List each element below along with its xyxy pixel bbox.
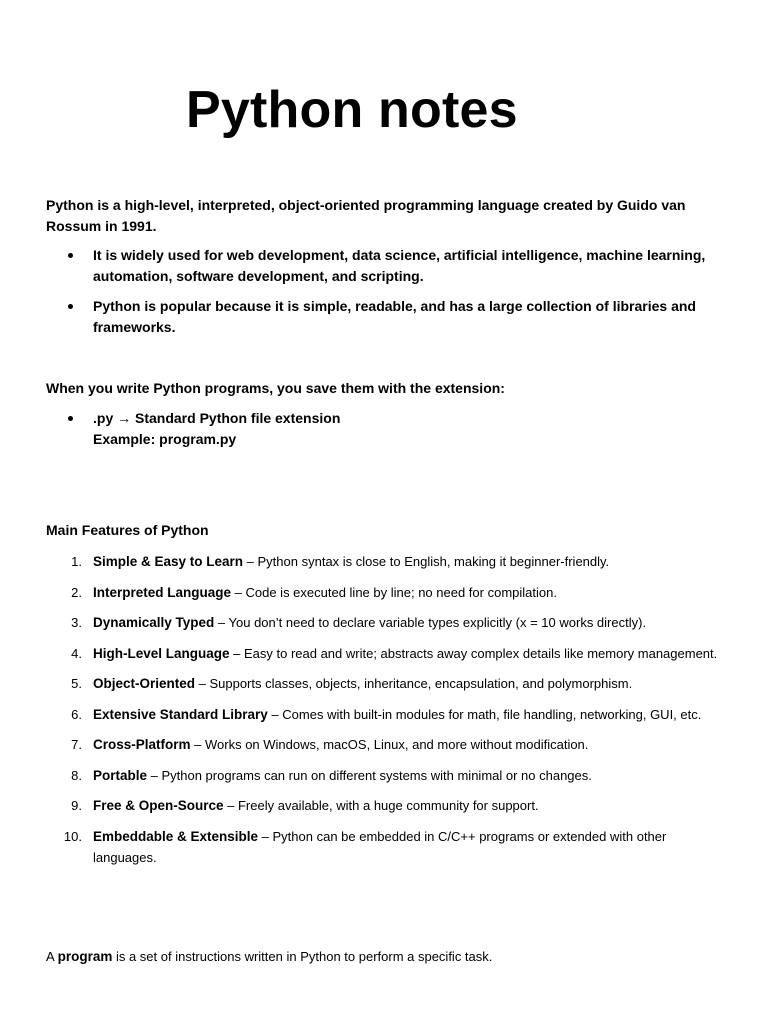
feature-description: – Code is executed line by line; no need for compilation. xyxy=(231,584,557,600)
feature-description: – Easy to read and write; abstracts away complex details like memory management. xyxy=(229,645,718,661)
feature-description: – Freely available, with a huge community for support. xyxy=(223,798,539,813)
feature-number: 5. xyxy=(71,676,82,691)
bullet-dot-icon xyxy=(68,304,73,309)
feature-item xyxy=(46,826,722,868)
feature-term: High-Level Language xyxy=(93,645,230,661)
feature-item xyxy=(46,643,722,664)
feature-number: 6. xyxy=(71,706,82,722)
feature-item xyxy=(46,734,722,755)
feature-item xyxy=(46,673,722,694)
intro-paragraph: Python is a high-level, interpreted, object-oriented programming language created by Guido van Rossum in 1991. xyxy=(46,197,686,234)
bullet-text: It is widely used for web development, data science, artificial intelligence, machine learning, automation, software development, and scripting. xyxy=(93,247,706,284)
feature-number: 7. xyxy=(71,737,82,752)
feature-item xyxy=(46,795,722,816)
feature-number: 3. xyxy=(71,615,82,630)
feature-description: – Supports classes, objects, inheritance, encapsulation, and polymorphism. xyxy=(195,676,633,691)
list-item xyxy=(46,296,706,338)
bullet-dot-icon xyxy=(68,253,73,258)
example-line: Example: program.py xyxy=(93,431,237,447)
feature-description: – Python can be embedded in C/C++ programs or extended with other languages. xyxy=(93,828,667,865)
feature-item xyxy=(46,612,722,633)
feature-term: Embeddable & Extensible xyxy=(93,828,259,844)
feature-item xyxy=(46,765,722,786)
feature-number: 2. xyxy=(71,584,82,600)
extension-paragraph: When you write Python programs, you save them with the extension: xyxy=(46,380,505,396)
features-heading: Main Features of Python xyxy=(46,522,209,538)
feature-description: – Python programs can run on different systems with minimal or no changes. xyxy=(147,767,592,783)
intro-bullet-list xyxy=(46,245,706,347)
feature-term: Dynamically Typed xyxy=(93,615,215,630)
feature-item xyxy=(46,582,722,603)
feature-term: Cross-Platform xyxy=(93,737,191,752)
feature-description: – You don’t need to declare variable types explicitly (x = 10 works directly). xyxy=(214,615,647,630)
page-title: Python notes xyxy=(186,81,518,139)
feature-description: – Python syntax is close to English, making it beginner-friendly. xyxy=(243,554,610,569)
list-item xyxy=(46,245,706,287)
feature-term: Extensive Standard Library xyxy=(93,706,268,722)
closing-prefix: A xyxy=(46,949,58,964)
feature-term: Simple & Easy to Learn xyxy=(93,554,244,569)
feature-description: – Comes with built-in modules for math, file handling, networking, GUI, etc. xyxy=(267,706,702,722)
feature-number: 1. xyxy=(71,554,82,569)
feature-item xyxy=(46,551,722,572)
feature-description: – Works on Windows, macOS, Linux, and more without modification. xyxy=(190,737,589,752)
feature-number: 9. xyxy=(71,798,82,813)
features-list xyxy=(46,551,722,877)
feature-number: 4. xyxy=(71,645,82,661)
feature-number: 10. xyxy=(63,828,82,844)
closing-suffix: is a set of instructions written in Python to perform a specific task. xyxy=(112,949,493,964)
feature-number: 8. xyxy=(71,767,82,783)
extension-bullet-list xyxy=(46,408,706,459)
feature-term: Free & Open-Source xyxy=(93,798,224,813)
bullet-dot-icon xyxy=(68,416,73,421)
feature-term: Portable xyxy=(93,767,148,783)
feature-term: Object-Oriented xyxy=(93,676,196,691)
list-item xyxy=(46,408,706,450)
feature-item xyxy=(46,704,722,725)
closing-paragraph xyxy=(46,946,492,967)
feature-term: Interpreted Language xyxy=(93,584,232,600)
closing-term: program xyxy=(57,949,113,964)
bullet-text: Python is popular because it is simple, readable, and has a large collection of libraries and frameworks. xyxy=(93,298,696,335)
extension-line: .py → Standard Python file extension xyxy=(93,410,341,426)
